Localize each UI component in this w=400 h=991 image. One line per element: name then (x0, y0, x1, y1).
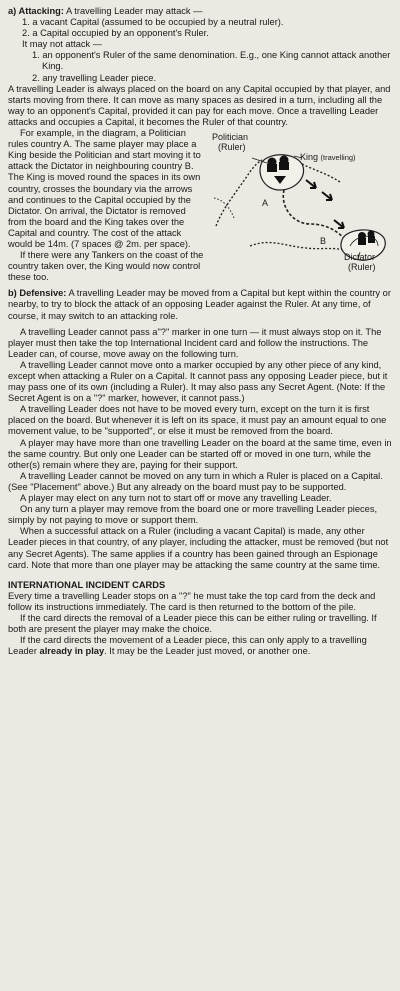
incident-last-text-end: . It may be the Leader just moved, or another one. (104, 646, 311, 657)
incident-last-emphasis: already in play (39, 646, 105, 657)
attack-may-item: 1. a vacant Capital (assumed to be occupied by a neutral ruler). (22, 17, 284, 28)
defensive-paragraph: A player may elect on any turn not to start off or move any travelling Leader. (20, 493, 332, 504)
defensive-paragraph: A travelling Leader cannot be moved on any turn in which a Ruler is placed on a Capital. (See "Placement" above.) But any already on the board must pay to be supported. (8, 470, 383, 492)
attack-example: For example, in the diagram, a Politician rules country A. The same player may place a King beside the Politician and start moving it to attack the Dictator in neighbouring country B. The King is moved round the spaces in its own country, crosses the boundary via the arrows and continues to the Capital occupied by the Dictator. On arrival, the Dictator is removed from the board and the King takes over the Capital and country. The cost of the attack would be 14m. (7 spaces @ 2m. per space). (8, 128, 201, 249)
defensive-heading-label: b) Defensive: (8, 288, 67, 299)
attacking-heading (8, 6, 392, 17)
attack-may-item: 2. a Capital occupied by an opponent's Ruler. (22, 28, 209, 39)
defensive-paragraph: On any turn a player may remove from the board one or more travelling Leader pieces, simply by not paying to move or support them. (8, 504, 378, 526)
incident-paragraph: Every time a travelling Leader stops on a "?" he must take the top card from the deck and follow its instructions immediately. The card is then returned to the bottom of the pile. (8, 590, 376, 612)
defensive-heading-text: A travelling Leader may be moved from a Capital but kept within the country or nearby, to try to block the attack of an opposing Leader against the Ruler. At any time, of course, it may switch to an attacking role. (8, 288, 391, 321)
attack-may-not-item: 2. any travelling Leader piece. (32, 72, 157, 83)
incident-last-text: If the card directs the movement of a Leader piece, this can only apply to a travelling Leader (8, 635, 367, 657)
diagram-label-king-name: King (300, 152, 319, 163)
attacking-paragraph: A travelling Leader is always placed on the board on any Capital occupied by that player, and starts moving from there. It can move as many spaces as desired in a turn, including all the way to an opponent's Capital, provided it can pay for each move. Once a travelling Leader attacks and occupies a Capital, it becomes the Ruler of that country. (8, 83, 391, 127)
diagram-label-politician-ruler: (Ruler) (218, 142, 246, 153)
defensive-heading (8, 288, 392, 321)
incident-paragraph-last (8, 635, 392, 657)
defensive-paragraph: A travelling Leader does not have to be moved every turn, except on the turn it is first placed on the board. But whenever it is left on its space, it must pay an amount equal to one movement value, to be "supported", or else it must be removed from the board. (8, 404, 387, 437)
defensive-paragraph: A travelling Leader cannot pass a"?" marker in one turn — it must always stop on it. The player must then take the top International Incident card and follow the instructions. The Leader can, of course, move away on the following turn. (8, 326, 382, 359)
attack-diagram (210, 128, 392, 280)
defensive-paragraph: A travelling Leader cannot move onto a marker occupied by any other piece of any kind, except when attacking a Ruler on a Capital. It cannot pass any opposing Leader piece, but it may pass one of its own (including a Ruler). It may also pass any Secret Agent. (Note: If the Secret Agent is on a "?" marker, however, it cannot pass.) (8, 359, 388, 404)
defensive-paragraph: A player may have more than one travelling Leader on the board at the same time, even in the same country. But only one Leader can be started off or moved in one turn, while the other(s) remain where they are, paying for their support. (8, 437, 392, 470)
attack-may-not-intro: It may not attack — (22, 39, 103, 50)
incident-heading: INTERNATIONAL INCIDENT CARDS (8, 579, 166, 590)
tankers-note: If there were any Tankers on the coast of the country taken over, the King would now control these too. (8, 250, 204, 283)
diagram-label-dictator-ruler: (Ruler) (348, 262, 376, 273)
attack-may-not-list (22, 50, 392, 83)
attack-may-not-item: 1. an opponent's Ruler of the same denomination. E.g., one King cannot attack another King. (32, 50, 391, 72)
incident-paragraph: If the card directs the removal of a Leader piece this can be either ruling or travelling. If both are present the player may make the choice. (8, 612, 377, 635)
defensive-paragraph: When a successful attack on a Ruler (including a vacant Capital) is made, any other Leader pieces in that country, of any player, including the attacker, must be removed (but not any Secret Agents). The same applies if a country has been gained through an Espionage card. Note that more than one player may be attacking the same country at the same time. (8, 526, 389, 570)
diagram-label-king (300, 152, 356, 163)
diagram-label-dictator: Dictator (344, 252, 376, 263)
diagram-label-king-travelling: (travelling) (320, 153, 356, 163)
attacking-heading-label: a) Attacking: (8, 6, 64, 16)
diagram-label-politician: Politician (212, 132, 249, 143)
attacking-heading-text: A travelling Leader may attack — (63, 6, 203, 16)
diagram-label-b: B (320, 236, 327, 247)
diagram-label-a: A (262, 198, 269, 209)
attack-may-list (22, 17, 392, 39)
